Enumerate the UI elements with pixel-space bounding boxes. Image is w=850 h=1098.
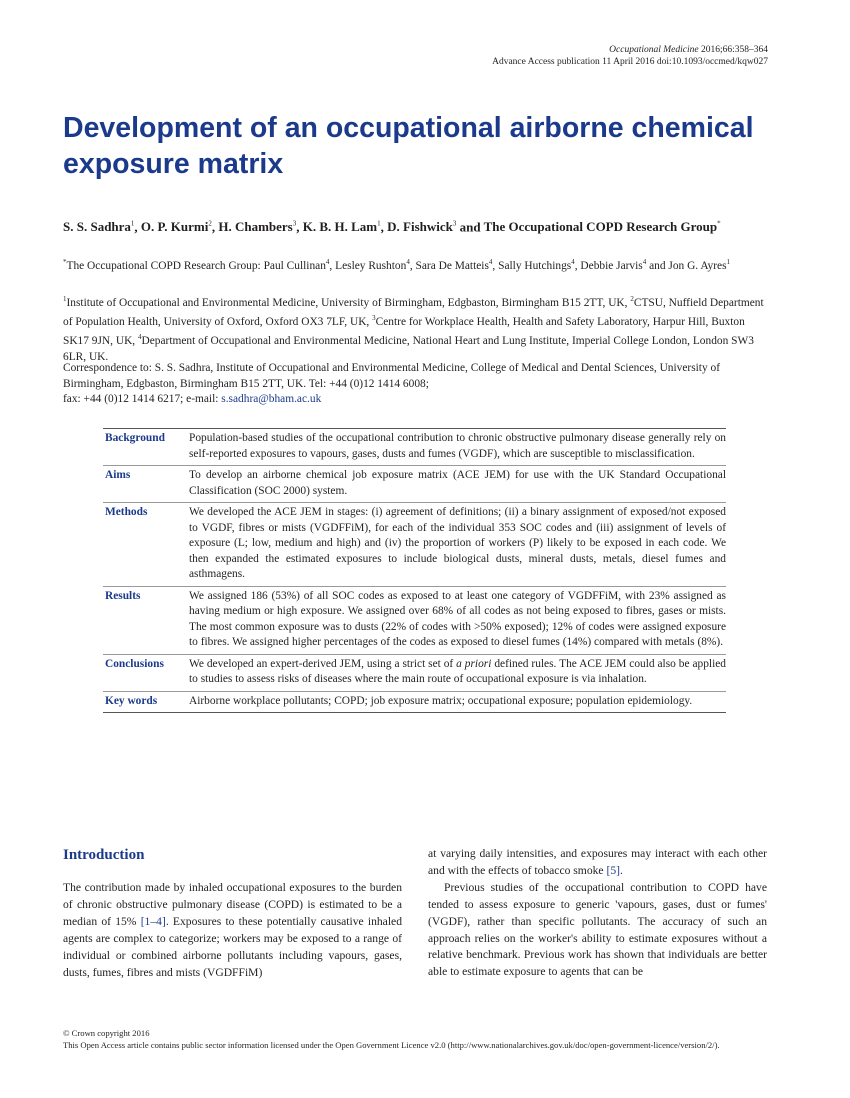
affiliation: $^3$Centre for Workplace Health, Health and Safety Laboratory, Harpur Hill, Buxton SK17 9JN, UK,	[63, 314, 745, 348]
body-column-right	[428, 846, 767, 981]
author: O. P. Kurmi$^2$	[140, 219, 212, 235]
abstract-label: Conclusions	[103, 654, 189, 691]
group-member: Paul Cullinan$^4$	[263, 258, 330, 272]
correspondence-address: Correspondence to: S. S. Sadhra, Institute of Occupational and Environmental Medicine, College of Medical and Dental Sciences, University of Birmingham, Edgbaston, Birmingham B15 2TT, UK. Tel: +44 (0)12 1414 6008;	[63, 362, 721, 390]
journal-citation	[492, 44, 768, 56]
abstract-text: To develop an airborne chemical job exposure matrix (ACE JEM) for use with the UK Standard Occupational Classification (SOC 2000) system.	[189, 466, 726, 503]
body-column-left	[63, 880, 402, 981]
abstract-table	[103, 428, 726, 713]
abstract-text: We developed an expert-derived JEM, using a strict set of a priori defined rules. The ACE JEM could also be applied to studies to assess risks of diseases where the main route of occupational exposure is via inhalation.	[189, 654, 726, 691]
citation-volume: 2016;66:358–364	[700, 45, 768, 55]
copyright: © Crown copyright 2016	[63, 1028, 150, 1038]
author: The Occupational COPD Research Group*	[483, 219, 721, 235]
abstract-row-results	[103, 586, 726, 654]
author: K. B. H. Lam$^1$	[302, 219, 381, 235]
abstract-text: Airborne workplace pollutants; COPD; job exposure matrix; occupational exposure; population epidemiology.	[189, 691, 726, 713]
abstract-label: Key words	[103, 691, 189, 713]
affiliation: $^2$CTSU, Nuffield Department of Population Health, University of Oxford, Oxford OX3 7LF, UK,	[63, 295, 764, 329]
body-paragraph: at varying daily intensities, and exposures may interact with each other and with the effects of tobacco smoke [5].	[428, 847, 767, 877]
article-title: Development of an occupational airborne chemical exposure matrix	[63, 112, 754, 180]
group-member: Debbie Jarvis$^4$	[580, 258, 647, 272]
group-member: Lesley Rushton$^4$	[335, 258, 410, 272]
page-footer	[63, 1027, 723, 1051]
journal-name: Occupational Medicine	[609, 45, 699, 55]
correspondence-fax: fax: +44 (0)12 1414 6217; e-mail:	[63, 393, 222, 405]
abstract-label: Aims	[103, 466, 189, 503]
group-member: Sara De Matteis$^4$	[415, 258, 493, 272]
body-paragraph: The contribution made by inhaled occupational exposures to the burden of chronic obstructive pulmonary disease (COPD) is estimated to be a median of 15% [1–4]. Exposures to these potentially causative inhaled agents are complex to categorize; workers may be exposed to a range of individual or combined airborne pollutants including vapours, gases, dusts, fumes, fibres and mists (VGDFFiM)	[63, 881, 402, 979]
citation-link[interactable]: [5]	[606, 863, 620, 877]
author: D. Fishwick$^3$	[387, 219, 457, 235]
group-member: Jon G. Ayres$^1$	[668, 258, 731, 272]
group-member: Sally Hutchings$^4$	[498, 258, 575, 272]
body-paragraph: Previous studies of the occupational contribution to COPD have tended to assess exposure to generic 'vapours, gases, dust or fumes' (VGDF), rather than specific pollutants. The accuracy of such an approach relies on the worker's ability to estimate exposures without a relative benchmark. Previous work has shown that individuals are better able to estimate exposure to agents that can be	[428, 880, 767, 979]
email-link[interactable]: s.sadhra@bham.ac.uk	[221, 393, 322, 405]
abstract-label: Background	[103, 429, 189, 466]
affiliation: $^1$Institute of Occupational and Environmental Medicine, University of Birmingham, Edgbaston, Birmingham B15 2TT, UK,	[63, 295, 628, 309]
abstract-row-aims	[103, 466, 726, 503]
abstract-text: Population-based studies of the occupational contribution to chronic obstructive pulmonary disease generally rely on self-reported exposures to vapours, gases, dusts and fumes (VGDF), which are susceptible to misclassification.	[189, 429, 726, 466]
abstract-text: We developed the ACE JEM in stages: (i) agreement of definitions; (ii) a binary assignment of exposed/not exposed to VGDF, fibres or mists (VGDFFiM), for each of the individual 353 SOC codes and (iii) assignment of levels of exposure (L; low, medium and high) and (iv) the proportion of workers (P) likely to be exposed in each code. We then expanded the estimated exposures to include biological dusts, mineral dusts, metals, diesel fumes and asthmagens.	[189, 503, 726, 587]
author: H. Chambers$^3$	[218, 219, 297, 235]
abstract-row-background	[103, 429, 726, 466]
affiliations	[63, 292, 768, 365]
abstract-label: Results	[103, 586, 189, 654]
research-group-note: *The Occupational COPD Research Group: Paul Cullinan$^4$, Lesley Rushton$^4$, Sara De Matteis$^4$, Sally Hutchings$^4$, Debbie Jarvis$^4$ and Jon G. Ayres$^1$	[63, 258, 731, 272]
citation-link[interactable]: [1–4]	[140, 914, 166, 928]
affiliation: $^4$Department of Occupational and Environmental Medicine, National Heart and Lung Institute, Imperial College London, London SW3 6LR, UK.	[63, 333, 754, 363]
abstract-row-methods	[103, 503, 726, 587]
access-line: Advance Access publication 11 April 2016 doi:10.1093/occmed/kqw027	[492, 57, 768, 67]
section-heading-introduction: Introduction	[63, 847, 145, 863]
author-conjunction: and	[459, 219, 481, 235]
correspondence	[63, 361, 768, 408]
author: S. S. Sadhra$^1$	[63, 219, 135, 235]
author-list: S. S. Sadhra$^1$, O. P. Kurmi$^2$, H. Chambers$^3$, K. B. H. Lam$^1$, D. Fishwick$^3$ and The Occupational COPD Research Group*	[63, 219, 721, 235]
license-note: This Open Access article contains public sector information licensed under the Open Government Licence v2.0 (http://www.nationalarchives.gov.uk/doc/open-government-licence/version/2/).	[63, 1040, 720, 1050]
abstract-label: Methods	[103, 503, 189, 587]
abstract-row-keywords	[103, 691, 726, 713]
abstract-text: We assigned 186 (53%) of all SOC codes as exposed to at least one category of VGDFFiM, with 23% assigned as having medium or high exposure. We assigned over 68% of all codes as not being exposed to fibres, gases or mists. The most common exposure was to dusts (22% of codes with >50% exposed); 12% of codes were assigned exposure to fibres. We assigned higher percentages of the codes as exposed to diesel fumes (14%) compared with metals (8%).	[189, 586, 726, 654]
running-header	[492, 44, 768, 68]
abstract-row-conclusions	[103, 654, 726, 691]
